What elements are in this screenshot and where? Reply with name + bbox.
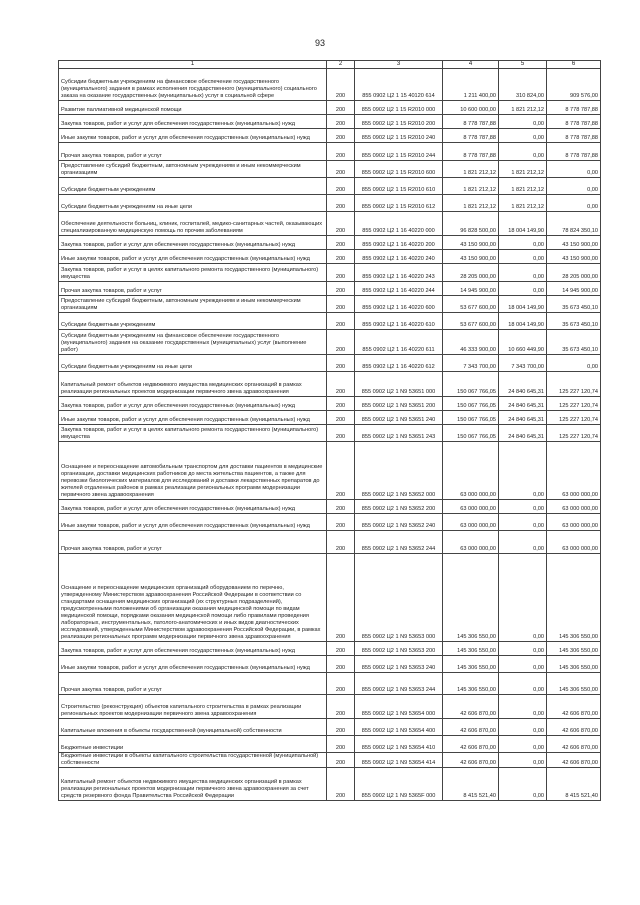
row-code: 855 0902 Ц2 1 N9 53653 240 (355, 656, 443, 673)
row-name: Закупка товаров, работ и услуг для обеспечения государственных (муниципальных) нужд (59, 500, 327, 514)
table-header-row (59, 61, 601, 69)
row-name: Бюджетные инвестиции (59, 736, 327, 753)
row-value-5: 0,00 (499, 531, 547, 554)
table-row (59, 442, 601, 500)
row-value-5: 0,00 (499, 115, 547, 129)
row-code: 855 0902 Ц2 1 16 40220 244 (355, 282, 443, 296)
table-row (59, 355, 601, 372)
table-row (59, 736, 601, 753)
row-value-6: 42 606 870,00 (547, 753, 601, 768)
row-value-6: 42 606 870,00 (547, 695, 601, 719)
row-type: 200 (327, 514, 355, 531)
row-name: Иные закупки товаров, работ и услуг для обеспечения государственных (муниципальных) нужд (59, 129, 327, 143)
row-name: Капитальный ремонт объектов недвижимого имущества медицинских организаций в рамках реализации региональных проектов модернизации первичного звена здравоохранения за счет средств резервного фонда Правительства Российской Федерации (59, 768, 327, 801)
row-type: 200 (327, 411, 355, 425)
row-value-5: 7 343 700,00 (499, 355, 547, 372)
row-value-6: 42 606 870,00 (547, 719, 601, 736)
row-value-6: 63 000 000,00 (547, 500, 601, 514)
table-row (59, 282, 601, 296)
table-row (59, 236, 601, 250)
row-value-5: 0,00 (499, 554, 547, 642)
row-value-6: 35 673 450,10 (547, 313, 601, 330)
row-value-4: 42 606 870,00 (443, 753, 499, 768)
row-name: Субсидии бюджетным учреждениям на иные цели (59, 195, 327, 212)
table-row (59, 397, 601, 411)
row-value-4: 42 606 870,00 (443, 695, 499, 719)
row-code: 855 0902 Ц2 1 N9 53652 240 (355, 514, 443, 531)
row-value-4: 43 150 900,00 (443, 250, 499, 264)
row-name: Капитальный ремонт объектов недвижимого имущества медицинских организаций в рамках реализации региональных проектов модернизации первичного звена здравоохранения (59, 372, 327, 397)
row-code: 855 0902 Ц2 1 15 R2010 000 (355, 101, 443, 115)
row-name: Субсидии бюджетным учреждениям на финансовое обеспечение государственного (муниципального) задания на оказание государственных (муниципальных) услуг (выполнение работ) (59, 330, 327, 355)
row-value-4: 53 677 600,00 (443, 313, 499, 330)
row-code: 855 0902 Ц2 1 N9 53652 000 (355, 442, 443, 500)
row-value-6: 63 000 000,00 (547, 442, 601, 500)
row-code: 855 0902 Ц2 1 N9 53651 240 (355, 411, 443, 425)
row-type: 200 (327, 554, 355, 642)
row-code: 855 0902 Ц2 1 N9 53651 000 (355, 372, 443, 397)
table-row (59, 531, 601, 554)
row-code: 855 0902 Ц2 1 15 R2010 244 (355, 143, 443, 161)
row-value-4: 8 415 521,40 (443, 768, 499, 801)
row-name: Прочая закупка товаров, работ и услуг (59, 673, 327, 695)
row-name: Оснащение и переоснащение автомобильным транспортом для доставки пациентов в медицинские организации, доставки медицинских работников до места жительства пациентов, а также для перевозки биологических материалов для исследований и доставки лекарственных препаратов до жителей отдаленных районов в рамках реализации региональных программ модернизации первичного звена здравоохранения (59, 442, 327, 500)
row-value-5: 0,00 (499, 143, 547, 161)
row-value-4: 42 606 870,00 (443, 719, 499, 736)
row-value-6: 8 778 787,88 (547, 101, 601, 115)
row-value-4: 10 600 000,00 (443, 101, 499, 115)
row-name: Оснащение и переоснащение медицинских организаций оборудованием по перечню, утвержденному Министерством здравоохранения Российской Федерации в соответствии со стандартами оснащения медицинских организаций (их структурных подразделений), предусмотренными положениями об организации оказания медицинской помощи по видам медицинской помощи, порядками оказания медицинской помощи либо правилами проведения лабораторных, инструментальных, патолого-анатомических и иных видов диагностических исследований, утвержденными Министерством здравоохранения Российской Федерации, в рамках реализации региональных программ модернизации первичного звена здравоохранения (59, 554, 327, 642)
row-code: 855 0902 Ц2 1 15 R2010 610 (355, 178, 443, 195)
row-name: Закупка товаров, работ и услуг в целях капитального ремонта государственного (муниципального) имущества (59, 425, 327, 442)
row-code: 855 0902 Ц2 1 16 40220 240 (355, 250, 443, 264)
row-value-4: 1 821 212,12 (443, 178, 499, 195)
row-value-4: 150 067 766,05 (443, 425, 499, 442)
row-code: 855 0902 Ц2 1 N9 53654 000 (355, 695, 443, 719)
row-value-6: 145 306 550,00 (547, 673, 601, 695)
row-value-6: 0,00 (547, 195, 601, 212)
row-value-4: 96 828 500,00 (443, 212, 499, 236)
row-value-5: 10 660 449,90 (499, 330, 547, 355)
table-row (59, 719, 601, 736)
row-value-5: 0,00 (499, 656, 547, 673)
row-name: Иные закупки товаров, работ и услуг для обеспечения государственных (муниципальных) нужд (59, 250, 327, 264)
row-type: 200 (327, 500, 355, 514)
row-type: 200 (327, 296, 355, 313)
row-value-6: 8 778 787,88 (547, 143, 601, 161)
row-value-4: 28 205 000,00 (443, 264, 499, 282)
row-type: 200 (327, 695, 355, 719)
row-value-4: 53 677 600,00 (443, 296, 499, 313)
row-code: 855 0902 Ц2 1 N9 53654 414 (355, 753, 443, 768)
row-type: 200 (327, 313, 355, 330)
row-value-4: 1 821 212,12 (443, 161, 499, 178)
row-type: 200 (327, 372, 355, 397)
row-code: 855 0902 Ц2 1 16 40220 243 (355, 264, 443, 282)
row-value-6: 125 227 120,74 (547, 425, 601, 442)
row-value-5: 24 840 645,31 (499, 372, 547, 397)
row-name: Предоставление субсидий бюджетным, автономным учреждениям и иным некоммерческим организациям (59, 161, 327, 178)
row-code: 855 0902 Ц2 1 15 R2010 240 (355, 129, 443, 143)
table-row (59, 372, 601, 397)
row-type: 200 (327, 250, 355, 264)
row-name: Прочая закупка товаров, работ и услуг (59, 143, 327, 161)
table-row (59, 161, 601, 178)
row-name: Прочая закупка товаров, работ и услуг (59, 531, 327, 554)
row-value-4: 145 306 550,00 (443, 642, 499, 656)
row-code: 855 0902 Ц2 1 N9 53652 244 (355, 531, 443, 554)
row-type: 200 (327, 330, 355, 355)
row-value-5: 0,00 (499, 282, 547, 296)
row-value-4: 8 778 787,88 (443, 143, 499, 161)
row-code: 855 0902 Ц2 1 N9 53653 000 (355, 554, 443, 642)
table-row (59, 768, 601, 801)
row-name: Прочая закупка товаров, работ и услуг (59, 282, 327, 296)
row-value-5: 0,00 (499, 736, 547, 753)
row-name: Субсидии бюджетным учреждениям на финансовое обеспечение государственного (муниципального) задания в рамках исполнения государственного (муниципального) социального заказа на оказание государственных (муниципальных) услуг в социальной сфере (59, 69, 327, 101)
row-value-6: 145 306 550,00 (547, 656, 601, 673)
row-value-5: 0,00 (499, 264, 547, 282)
row-code: 855 0902 Ц2 1 N9 53652 200 (355, 500, 443, 514)
row-value-6: 78 824 350,10 (547, 212, 601, 236)
row-value-5: 1 821 212,12 (499, 195, 547, 212)
row-value-6: 35 673 450,10 (547, 330, 601, 355)
column-header: 3 (355, 61, 443, 69)
row-value-5: 24 840 645,31 (499, 397, 547, 411)
row-value-6: 14 945 900,00 (547, 282, 601, 296)
row-value-6: 125 227 120,74 (547, 372, 601, 397)
table-row (59, 212, 601, 236)
row-type: 200 (327, 719, 355, 736)
row-code: 855 0902 Ц2 1 16 40220 611 (355, 330, 443, 355)
row-type: 200 (327, 195, 355, 212)
row-value-6: 8 778 787,88 (547, 115, 601, 129)
row-code: 855 0902 Ц2 1 16 40220 610 (355, 313, 443, 330)
row-value-4: 7 343 700,00 (443, 355, 499, 372)
row-type: 200 (327, 282, 355, 296)
row-name: Иные закупки товаров, работ и услуг для обеспечения государственных (муниципальных) нужд (59, 514, 327, 531)
row-value-4: 8 778 787,88 (443, 115, 499, 129)
row-value-5: 0,00 (499, 514, 547, 531)
row-value-5: 18 004 149,90 (499, 212, 547, 236)
row-type: 200 (327, 101, 355, 115)
table-row (59, 330, 601, 355)
row-value-6: 43 150 900,00 (547, 250, 601, 264)
table-row (59, 143, 601, 161)
row-name: Закупка товаров, работ и услуг в целях капитального ремонта государственного (муниципального) имущества (59, 264, 327, 282)
row-value-5: 18 004 149,90 (499, 313, 547, 330)
row-name: Закупка товаров, работ и услуг для обеспечения государственных (муниципальных) нужд (59, 397, 327, 411)
row-value-6: 43 150 900,00 (547, 236, 601, 250)
row-value-5: 310 824,00 (499, 69, 547, 101)
table-row (59, 554, 601, 642)
row-value-5: 18 004 149,90 (499, 296, 547, 313)
table-row (59, 178, 601, 195)
page-number: 93 (314, 38, 325, 48)
row-value-6: 125 227 120,74 (547, 411, 601, 425)
row-code: 855 0902 Ц2 1 15 40120 614 (355, 69, 443, 101)
row-type: 200 (327, 69, 355, 101)
column-header: 6 (547, 61, 601, 69)
row-name: Бюджетные инвестиции в объекты капитального строительства государственной (муниципальной) собственности (59, 753, 327, 768)
row-code: 855 0902 Ц2 1 16 40220 612 (355, 355, 443, 372)
row-code: 855 0902 Ц2 1 15 R2010 612 (355, 195, 443, 212)
row-code: 855 0902 Ц2 1 N9 5365F 000 (355, 768, 443, 801)
row-name: Субсидии бюджетным учреждениям на иные цели (59, 355, 327, 372)
row-code: 855 0902 Ц2 1 15 R2010 200 (355, 115, 443, 129)
row-name: Закупка товаров, работ и услуг для обеспечения государственных (муниципальных) нужд (59, 236, 327, 250)
row-value-4: 46 333 900,00 (443, 330, 499, 355)
row-type: 200 (327, 531, 355, 554)
row-value-6: 125 227 120,74 (547, 397, 601, 411)
table-row (59, 250, 601, 264)
table-row (59, 695, 601, 719)
table-row (59, 195, 601, 212)
row-value-4: 145 306 550,00 (443, 554, 499, 642)
row-value-5: 1 821 212,12 (499, 161, 547, 178)
row-code: 855 0902 Ц2 1 N9 53654 410 (355, 736, 443, 753)
row-value-4: 145 306 550,00 (443, 673, 499, 695)
row-value-4: 150 067 766,05 (443, 411, 499, 425)
row-type: 200 (327, 425, 355, 442)
row-type: 200 (327, 736, 355, 753)
table-row (59, 313, 601, 330)
row-value-5: 0,00 (499, 768, 547, 801)
row-code: 855 0902 Ц2 1 N9 53653 200 (355, 642, 443, 656)
table-row (59, 115, 601, 129)
row-value-5: 0,00 (499, 719, 547, 736)
row-value-4: 1 211 400,00 (443, 69, 499, 101)
row-type: 200 (327, 129, 355, 143)
row-type: 200 (327, 355, 355, 372)
row-value-4: 63 000 000,00 (443, 500, 499, 514)
row-type: 200 (327, 442, 355, 500)
row-name: Закупка товаров, работ и услуг для обеспечения государственных (муниципальных) нужд (59, 642, 327, 656)
table-row (59, 500, 601, 514)
row-type: 200 (327, 768, 355, 801)
table-row (59, 514, 601, 531)
row-value-5: 1 821 212,12 (499, 101, 547, 115)
row-code: 855 0902 Ц2 1 N9 53653 244 (355, 673, 443, 695)
column-header: 4 (443, 61, 499, 69)
row-value-6: 0,00 (547, 161, 601, 178)
row-value-5: 24 840 645,31 (499, 425, 547, 442)
row-value-6: 0,00 (547, 178, 601, 195)
table-row (59, 129, 601, 143)
row-value-4: 63 000 000,00 (443, 514, 499, 531)
row-value-6: 0,00 (547, 355, 601, 372)
row-code: 855 0902 Ц2 1 15 R2010 600 (355, 161, 443, 178)
row-value-4: 42 606 870,00 (443, 736, 499, 753)
row-value-5: 0,00 (499, 236, 547, 250)
budget-table (58, 60, 601, 801)
row-name: Субсидии бюджетным учреждениям (59, 313, 327, 330)
row-value-5: 0,00 (499, 695, 547, 719)
row-name: Обеспечение деятельности больниц, клиник, госпиталей, медико-санитарных частей, оказывающих специализированную медицинскую помощь по прочим заболеваниям (59, 212, 327, 236)
row-code: 855 0902 Ц2 1 N9 53654 400 (355, 719, 443, 736)
row-name: Капитальные вложения в объекты государственной (муниципальной) собственности (59, 719, 327, 736)
row-value-6: 8 415 521,40 (547, 768, 601, 801)
table-row (59, 296, 601, 313)
row-value-4: 43 150 900,00 (443, 236, 499, 250)
column-header: 2 (327, 61, 355, 69)
row-value-4: 14 945 900,00 (443, 282, 499, 296)
row-value-6: 145 306 550,00 (547, 642, 601, 656)
table-row (59, 264, 601, 282)
row-value-6: 145 306 550,00 (547, 554, 601, 642)
row-name: Строительство (реконструкция) объектов капитального строительства в рамках реализации региональных проектов модернизации первичного звена здравоохранения (59, 695, 327, 719)
row-type: 200 (327, 143, 355, 161)
table-row (59, 411, 601, 425)
column-header: 5 (499, 61, 547, 69)
row-type: 200 (327, 115, 355, 129)
row-type: 200 (327, 236, 355, 250)
table-row (59, 673, 601, 695)
row-value-6: 909 576,00 (547, 69, 601, 101)
row-value-6: 8 778 787,88 (547, 129, 601, 143)
row-value-5: 0,00 (499, 673, 547, 695)
table-row (59, 101, 601, 115)
row-value-5: 24 840 645,31 (499, 411, 547, 425)
table-row (59, 642, 601, 656)
row-value-4: 8 778 787,88 (443, 129, 499, 143)
row-code: 855 0902 Ц2 1 16 40220 200 (355, 236, 443, 250)
row-code: 855 0902 Ц2 1 N9 53651 200 (355, 397, 443, 411)
row-type: 200 (327, 656, 355, 673)
table-row (59, 69, 601, 101)
row-name: Развитие паллиативной медицинской помощи (59, 101, 327, 115)
row-type: 200 (327, 212, 355, 236)
row-value-4: 63 000 000,00 (443, 531, 499, 554)
row-name: Субсидии бюджетным учреждениям (59, 178, 327, 195)
row-value-5: 0,00 (499, 753, 547, 768)
row-value-4: 63 000 000,00 (443, 442, 499, 500)
row-type: 200 (327, 642, 355, 656)
row-name: Предоставление субсидий бюджетным, автономным учреждениям и иным некоммерческим организациям (59, 296, 327, 313)
row-value-5: 0,00 (499, 642, 547, 656)
row-value-5: 0,00 (499, 250, 547, 264)
row-value-4: 150 067 766,05 (443, 372, 499, 397)
row-type: 200 (327, 178, 355, 195)
row-name: Иные закупки товаров, работ и услуг для обеспечения государственных (муниципальных) нужд (59, 411, 327, 425)
row-value-5: 0,00 (499, 500, 547, 514)
row-code: 855 0902 Ц2 1 16 40220 000 (355, 212, 443, 236)
table-row (59, 656, 601, 673)
row-value-4: 1 821 212,12 (443, 195, 499, 212)
row-value-6: 28 205 000,00 (547, 264, 601, 282)
row-type: 200 (327, 264, 355, 282)
row-value-6: 42 606 870,00 (547, 736, 601, 753)
row-value-6: 35 673 450,10 (547, 296, 601, 313)
row-type: 200 (327, 161, 355, 178)
row-code: 855 0902 Ц2 1 16 40220 600 (355, 296, 443, 313)
table-row (59, 425, 601, 442)
row-name: Закупка товаров, работ и услуг для обеспечения государственных (муниципальных) нужд (59, 115, 327, 129)
row-value-5: 0,00 (499, 442, 547, 500)
row-value-6: 63 000 000,00 (547, 531, 601, 554)
row-type: 200 (327, 397, 355, 411)
row-value-5: 1 821 212,12 (499, 178, 547, 195)
row-type: 200 (327, 753, 355, 768)
row-value-4: 145 306 550,00 (443, 656, 499, 673)
row-name: Иные закупки товаров, работ и услуг для обеспечения государственных (муниципальных) нужд (59, 656, 327, 673)
row-value-4: 150 067 766,05 (443, 397, 499, 411)
row-value-5: 0,00 (499, 129, 547, 143)
row-type: 200 (327, 673, 355, 695)
table-row (59, 753, 601, 768)
row-value-6: 63 000 000,00 (547, 514, 601, 531)
column-header: 1 (59, 61, 327, 69)
row-code: 855 0902 Ц2 1 N9 53651 243 (355, 425, 443, 442)
